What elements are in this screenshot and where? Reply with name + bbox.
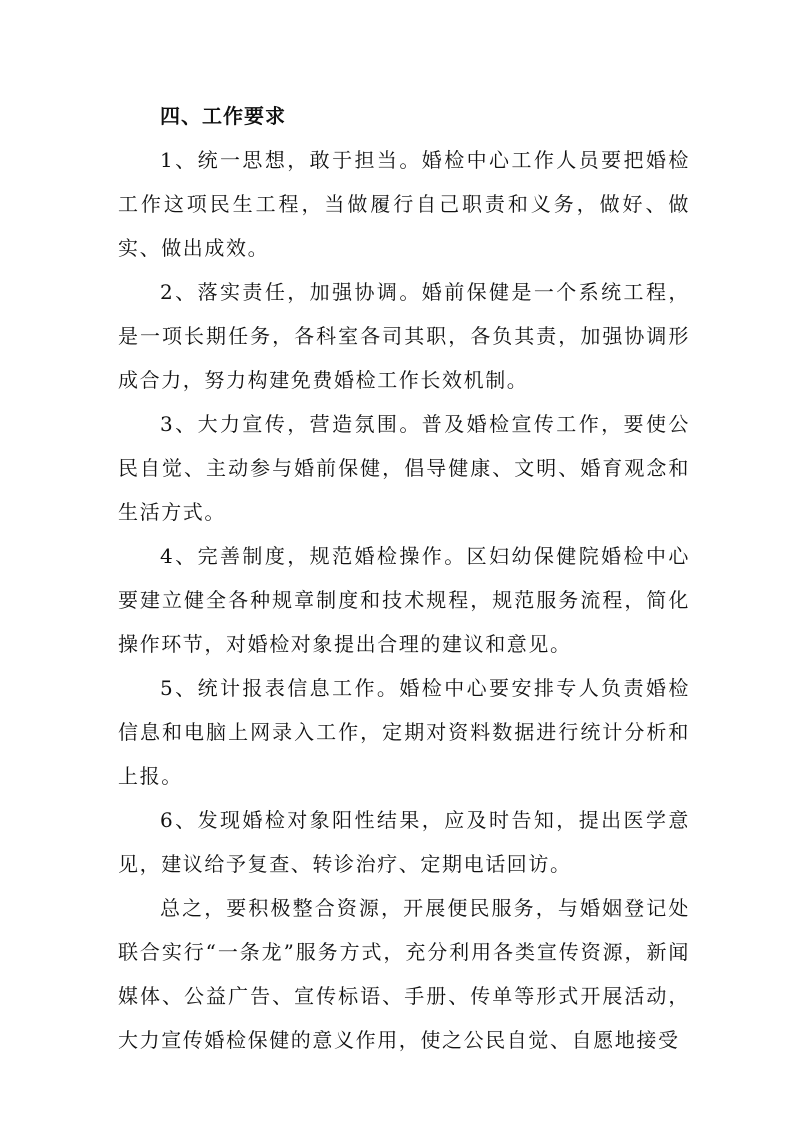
paragraph-summary: 总之，要积极整合资源，开展便民服务，与婚姻登记处联合实行“一条龙”服务方式，充分利用各类宣传资源，新闻媒体、公益广告、宣传标语、手册、传单等形式开展活动，大力宣传婚检保健的意义作用，使之公民自觉、自愿地接受: [118, 896, 690, 1052]
paragraph-3: 3、大力宣传，营造氛围。普及婚检宣传工作，要使公民自觉、主动参与婚前保健，倡导健康、文明、婚育观念和生活方式。: [118, 412, 690, 524]
paragraph-5: 5、统计报表信息工作。婚检中心要安排专人负责婚检信息和电脑上网录入工作，定期对资料数据进行统计分析和上报。: [118, 676, 690, 788]
document-body: [118, 94, 690, 1062]
paragraph-4: 4、完善制度，规范婚检操作。区妇幼保健院婚检中心要建立健全各种规章制度和技术规程，规范服务流程，简化操作环节，对婚检对象提出合理的建议和意见。: [118, 544, 690, 656]
section-heading: 四、工作要求: [160, 104, 286, 128]
paragraph-1: 1、统一思想，敢于担当。婚检中心工作人员要把婚检工作这项民生工程，当做履行自己职责和义务，做好、做实、做出成效。: [118, 148, 690, 260]
paragraph-6: 6、发现婚检对象阳性结果，应及时告知，提出医学意见，建议给予复查、转诊治疗、定期电话回访。: [118, 808, 690, 876]
paragraph-2: 2、落实责任，加强协调。婚前保健是一个系统工程，是一项长期任务，各科室各司其职，各负其责，加强协调形成合力，努力构建免费婚检工作长效机制。: [118, 280, 690, 392]
